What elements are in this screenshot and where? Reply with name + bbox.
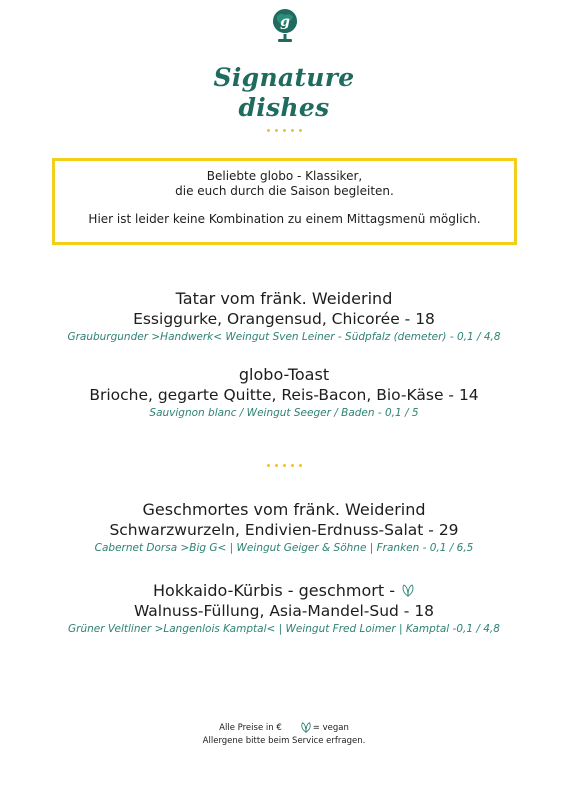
dish-item	[0, 581, 568, 637]
wine-pairing: Sauvignon blanc / Weingut Seeger / Baden - 0,1 / 5	[149, 407, 419, 419]
dish-name-row	[0, 581, 568, 601]
allergens-note: Allergene bitte beim Service erfragen.	[202, 736, 366, 746]
dot-divider	[0, 464, 568, 470]
footer	[0, 721, 568, 748]
info-note: Hier ist leider keine Kombination zu einem Mittagsmenü möglich.	[88, 212, 481, 226]
page-title-line-1: Signature	[213, 63, 355, 92]
vegan-leaf-icon	[401, 583, 415, 597]
globo-logo-icon	[268, 6, 302, 46]
dish-name: Hokkaido-Kürbis - geschmort -	[153, 581, 395, 600]
dot-divider	[0, 129, 568, 135]
footer-legend-row	[0, 721, 568, 735]
page-title-line-2: dishes	[238, 93, 330, 122]
dish-item	[0, 500, 568, 556]
dish-item	[0, 289, 568, 345]
dish-name: Geschmortes vom fränk. Weiderind	[142, 500, 426, 519]
info-line-2: die euch durch die Saison begleiten.	[175, 184, 394, 198]
prices-note: Alle Preise in €	[219, 723, 282, 733]
dish-description: Schwarzwurzeln, Endivien-Erdnuss-Salat - 29	[109, 521, 459, 539]
wine-pairing: Cabernet Dorsa >Big G< | Weingut Geiger & Söhne | Franken - 0,1 / 6,5	[94, 542, 474, 554]
dish-name: globo-Toast	[238, 365, 330, 384]
dish-item	[0, 365, 568, 421]
dish-description: Essiggurke, Orangensud, Chicorée - 18	[133, 310, 435, 328]
info-box	[52, 158, 517, 245]
info-line-1: Beliebte globo - Klassiker,	[206, 169, 363, 183]
wine-pairing: Grauburgunder >Handwerk< Weingut Sven Leiner - Südpfalz (demeter) - 0,1 / 4,8	[67, 331, 501, 343]
dish-description: Brioche, gegarte Quitte, Reis-Bacon, Bio-Käse - 14	[89, 386, 479, 404]
vegan-leaf-icon	[300, 721, 312, 733]
dish-description: Walnuss-Füllung, Asia-Mandel-Sud - 18	[133, 602, 435, 620]
wine-pairing: Grüner Veltliner >Langenlois Kamptal< | Weingut Fred Loimer | Kamptal -0,1 / 4,8	[68, 623, 500, 635]
vegan-legend: = vegan	[312, 723, 349, 733]
dish-name: Tatar vom fränk. Weiderind	[175, 289, 393, 308]
svg-text:g: g	[280, 14, 290, 30]
